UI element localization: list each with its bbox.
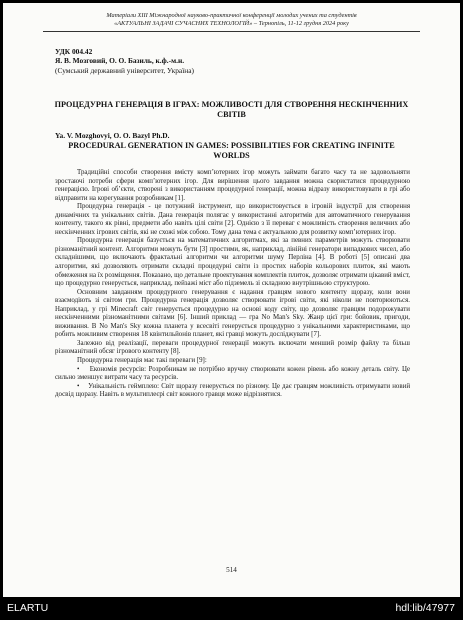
page-number: 514 bbox=[226, 566, 237, 574]
bullet-icon: • bbox=[77, 365, 90, 373]
header-line-2: «АКТУАЛЬНІ ЗАДАЧІ СУЧАСНИХ ТЕХНОЛОГІЙ» – Тернопіль, 11-12 грудня 2024 року bbox=[114, 20, 349, 27]
paragraph: Процедурна генерація - це потужний інструмент, що використовується в ігровій індустрії для створення динамічних та унікальних світів. Дана генерація полягає у використанні алгоритмів для автоматичного генерування контенту, такого як рівні, предмети або навіть цілі світи [2]. Однією з її переваг є можливість створення величних або нескінченних ігрових світів, які не схожі між собою. Тому дана тема є актуальною для розвитку комп’ютерних ігор. bbox=[55, 203, 410, 236]
paragraph: Залежно від реалізації, переваги процедурної генерації можуть включати менший розмір файлу та більш різноманітний обсяг ігрового контенту [8]. bbox=[55, 339, 410, 356]
bullet-icon: • bbox=[77, 382, 89, 390]
paragraph: Процедурна генерація має такі переваги [9]: bbox=[77, 357, 207, 365]
bullet-text: Економія ресурсів: Розробникам не потрібно вручну створювати кожен рівень або кожну деталь світу. Це сильно зменшує витрати часу та ресурсів. bbox=[55, 365, 411, 382]
repository-footer bbox=[0, 597, 463, 620]
paragraph: Традиційні способи створення вмісту комп’ютерних ігор можуть займати багато часу та не задовольняти зростаючі потреби сфери комп’ютерних ігор. Для вирішення цього завдання можна скористатися процедурною генерацією. Ігрові об’єкти, створені з використанням процедурної генерації, можна відразу використовувати в грі або відправити на корегування розробникам [1]. bbox=[55, 169, 410, 202]
paragraph: Основним завданням процедурного генерування є надання гравцям нового контенту щоразу, коли вони взаємодіють зі світом гри. Процедурна генерація дозволяє створювати ігрові світи, які ніколи не повторюються. Наприклад, у грі Minecraft світ генерується процедурно на основі коду світу, що дозволяє гравцям подорожувати нескінченними різноманітними світами [6]. Інший приклад — гра No Man's Sky. Жанр цієї гри: бойовик, пригоди, виживання. В No Man's Sky кожна планета у всесвіті генерується процедурно з унікальними характеристиками, що робить можливим створення 18 квінтильйонів планет, які гравці можуть досліджувати [7]. bbox=[55, 288, 410, 339]
udc-code: УДК 004.42 bbox=[55, 47, 93, 56]
title-ua: ПРОЦЕДУРНА ГЕНЕРАЦІЯ В ІГРАХ: МОЖЛИВОСТІ ДЛЯ СТВОРЕННЯ НЕСКІНЧЕННИХ СВІТІВ bbox=[54, 100, 409, 119]
header-rule bbox=[43, 31, 420, 32]
bullet-text: Унікальність геймплею: Світ щоразу генерується по різному. Це дає гравцям можливість отримувати новий досвід щоразу. Навіть в мультиплеєрі світ кожного гравця може відрізнятися. bbox=[55, 382, 411, 399]
paragraph: Процедурна генерація базується на математичних алгоритмах, які за певних параметрів можуть створювати різноманітний контент. Алгоритми можуть бути [3] простими, як, наприклад, лінійні генератори випадкових чисел, або складнішими, що включають фрактальні алгоритми чи алгоритми шуму Перліна [4]. В роботі [5] описані два алгоритми, які дозволяють отримати складні процедурні світи із простих наборів кольорових плиток, які мають обмеження на їх розміщення. Показано, що детальне проектування комплектів плиток, дозволяє отримати цікавий вміст, що процедурно генерується, наприклад, пейзажі міст або підземель зі складною внутрішньою структурою. bbox=[55, 237, 410, 288]
authors-ua: Я. В. Мозговий, О. О. Базиль, к.ф.-м.н. bbox=[55, 56, 185, 66]
document-page bbox=[3, 3, 460, 597]
bullet-item bbox=[55, 366, 410, 383]
article-meta bbox=[55, 47, 194, 75]
bullet-item bbox=[55, 383, 410, 400]
repository-name: ELARTU bbox=[7, 602, 49, 614]
title-en: PROCEDURAL GENERATION IN GAMES: POSSIBILITIES FOR CREATING INFINITE WORLDS bbox=[68, 141, 395, 160]
handle-id: hdl:lib/47977 bbox=[395, 602, 455, 614]
header-line-1: Матеріали XIII Міжнародної науково-практичної конференції молодих учених та студентів bbox=[106, 12, 357, 19]
affiliation: (Сумський державний університет, Україна) bbox=[55, 65, 194, 75]
running-header bbox=[3, 12, 460, 28]
article-body bbox=[55, 169, 410, 400]
authors-en: Ya. V. Mozghovyi, O. O. Bazyl Ph.D. bbox=[55, 131, 170, 140]
